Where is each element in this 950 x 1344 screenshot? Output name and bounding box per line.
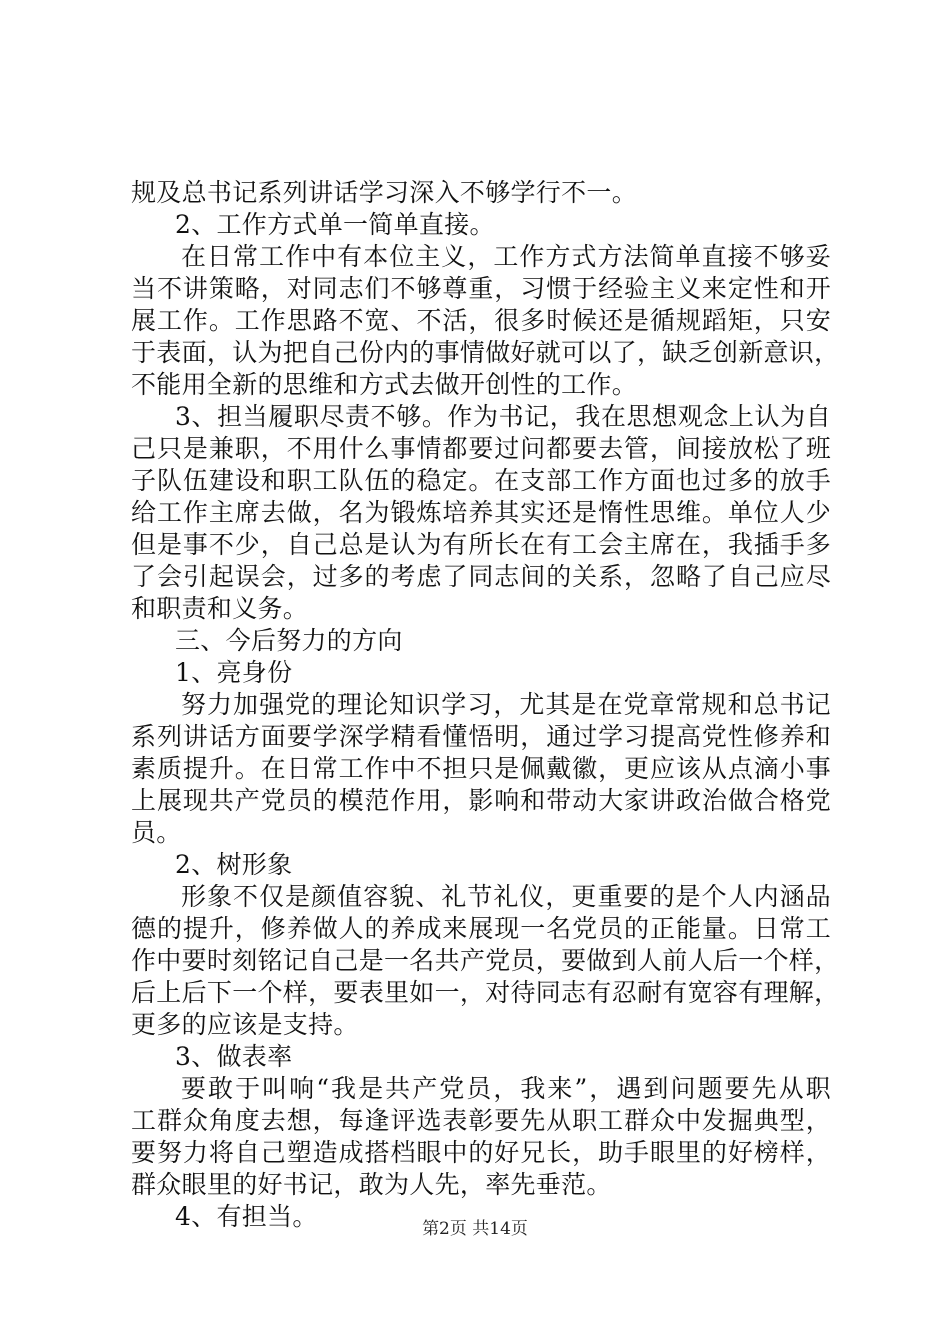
text-line: 子队伍建设和职工队伍的稳定。在支部工作方面也过多的放手 (131, 466, 831, 495)
page-indicator: 第2页 共14页 (422, 1219, 528, 1239)
text-line: 素质提升。在日常工作中不担只是佩戴徽，更应该从点滴小事 (131, 754, 831, 783)
text-line: 己只是兼职，不用什么事情都要过问都要去管，间接放松了班 (131, 434, 831, 463)
section-heading: 4、有担当。 (175, 1202, 318, 1231)
text-line: 更多的应该是支持。 (131, 1010, 359, 1039)
text-line: 但是事不少，自己总是认为有所长在有工会主席在，我插手多 (131, 530, 831, 559)
text-line: 努力加强党的理论知识学习，尤其是在党章常规和总书记 (181, 690, 831, 719)
text-line: 后上后下一个样，要表里如一，对待同志有忍耐有宽容有理解， (131, 978, 840, 1007)
text-line: 德的提升，修养做人的养成来展现一名党员的正能量。日常工 (131, 914, 831, 943)
text-line: 要敢于叫响“我是共产党员，我来”，遇到问题要先从职 (181, 1074, 831, 1103)
text-line: 规及总书记系列讲话学习深入不够学行不一。 (131, 178, 638, 207)
section-heading: 2、树形象 (175, 850, 293, 879)
text-line: 当不讲策略，对同志们不够尊重，习惯于经验主义来定性和开 (131, 274, 831, 303)
text-line: 不能用全新的思维和方式去做开创性的工作。 (131, 370, 638, 399)
text-line: 给工作主席去做，名为锻炼培养其实还是惰性思维。单位人少 (131, 498, 831, 527)
section-heading: 三、今后努力的方向 (175, 626, 403, 655)
text-line: 工群众角度去想，每逢评选表彰要先从职工群众中发掘典型， (131, 1106, 831, 1135)
text-line: 展工作。工作思路不宽、不活，很多时候还是循规蹈矩，只安 (131, 306, 831, 335)
text-line: 作中要时刻铭记自己是一名共产党员，要做到人前人后一个样， (131, 946, 840, 975)
text-line: 在日常工作中有本位主义，工作方式方法简单直接不够妥 (181, 242, 831, 271)
text-line: 和职责和义务。 (131, 594, 309, 623)
text-line: 于表面，认为把自己份内的事情做好就可以了，缺乏创新意识， (131, 338, 840, 367)
text-line: 3、担当履职尽责不够。作为书记，我在思想观念上认为自 (175, 402, 831, 431)
text-line: 上展现共产党员的模范作用，影响和带动大家讲政治做合格党 (131, 786, 831, 815)
text-line: 形象不仅是颜值容貌、礼节礼仪，更重要的是个人内涵品 (181, 882, 831, 911)
section-heading: 1、亮身份 (175, 658, 293, 687)
section-heading: 3、做表率 (175, 1042, 293, 1071)
text-line: 要努力将自己塑造成搭档眼中的好兄长，助手眼里的好榜样， (131, 1138, 831, 1167)
text-line: 群众眼里的好书记，敢为人先，率先垂范。 (131, 1170, 612, 1199)
section-heading: 2、工作方式单一简单直接。 (175, 210, 495, 239)
text-line: 系列讲话方面要学深学精看懂悟明，通过学习提高党性修养和 (131, 722, 831, 751)
text-line: 了会引起误会，过多的考虑了同志间的关系，忽略了自己应尽 (131, 562, 831, 591)
text-line: 员。 (131, 818, 182, 847)
